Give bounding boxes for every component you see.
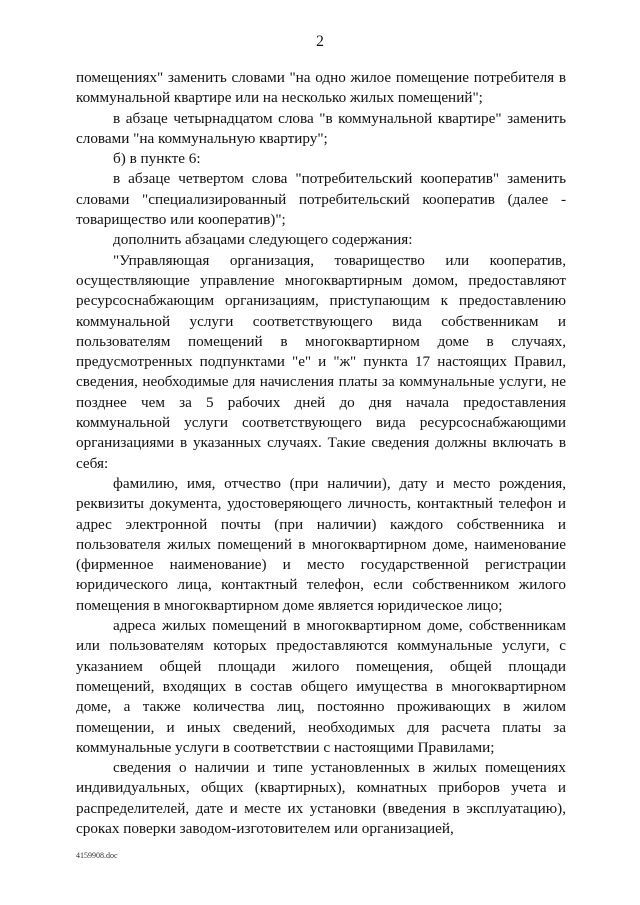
paragraph-7: адреса жилых помещений в многоквартирном доме, собственникам или пользователям которых предоставляются коммунальные услуги, с указанием общей площади жилого помещения, общей площади помещений, входящих в состав общего имущества в многоквартирном доме, а также количества лиц, постоянно проживающих в жилом помещении, и иных сведений, необходимых для расчета платы за коммунальные услуги в соответствии с настоящими Правилами; bbox=[76, 617, 566, 756]
paragraph-1: в абзаце четырнадцатом слова "в коммунальной квартире" заменить словами "на коммунальную квартиру"; bbox=[76, 109, 566, 147]
document-id-footer: 4159908.doc bbox=[76, 851, 118, 860]
paragraph-0: помещениях" заменить словами "на одно жилое помещение потребителя в коммунальной квартире или на несколько жилых помещений"; bbox=[76, 69, 566, 107]
paragraph-3: в абзаце четвертом слова "потребительский кооператив" заменить словами "специализированный потребительский кооператив (далее - товарищество или кооператив)"; bbox=[76, 170, 566, 229]
paragraph-2: б) в пункте 6: bbox=[113, 150, 201, 168]
page-number: 2 bbox=[316, 33, 324, 50]
paragraph-4: дополнить абзацами следующего содержания: bbox=[113, 231, 413, 249]
paragraph-5: "Управляющая организация, товарищество или кооператив, осуществляющие управление многоквартирным домом, предоставляют ресурсоснабжающим организациям, приступающим к предоставлению коммунальной услуги соответствующего вида собственникам и пользователям помещений в многоквартирном доме в случаях, предусмотренных подпунктами "е" и "ж" пункта 17 настоящих Правил, сведения, необходимые для начисления платы за коммунальные услуги, не позднее чем за 5 рабочих дней до дня начала предоставления коммунальной услуги соответствующего вида ресурсоснабжающими организациями в указанных случаях. Такие сведения должны включать в себя: bbox=[76, 251, 566, 472]
paragraph-8: сведения о наличии и типе установленных в жилых помещениях индивидуальных, общих (квартирных), комнатных приборов учета и распределителей, дате и месте их установки (введения в эксплуатацию), сроках поверки заводом-изготовителем или организацией, bbox=[76, 759, 566, 837]
paragraph-6: фамилию, имя, отчество (при наличии), дату и место рождения, реквизиты документа, удостоверяющего личность, контактный телефон и адрес электронной почты (при наличии) каждого собственника и пользователя жилых помещений в многоквартирном доме, наименование (фирменное наименование) и место государственной регистрации юридического лица, контактный телефон, если собственником жилого помещения в многоквартирном доме является юридическое лицо; bbox=[76, 474, 566, 614]
document-body bbox=[76, 68, 566, 839]
